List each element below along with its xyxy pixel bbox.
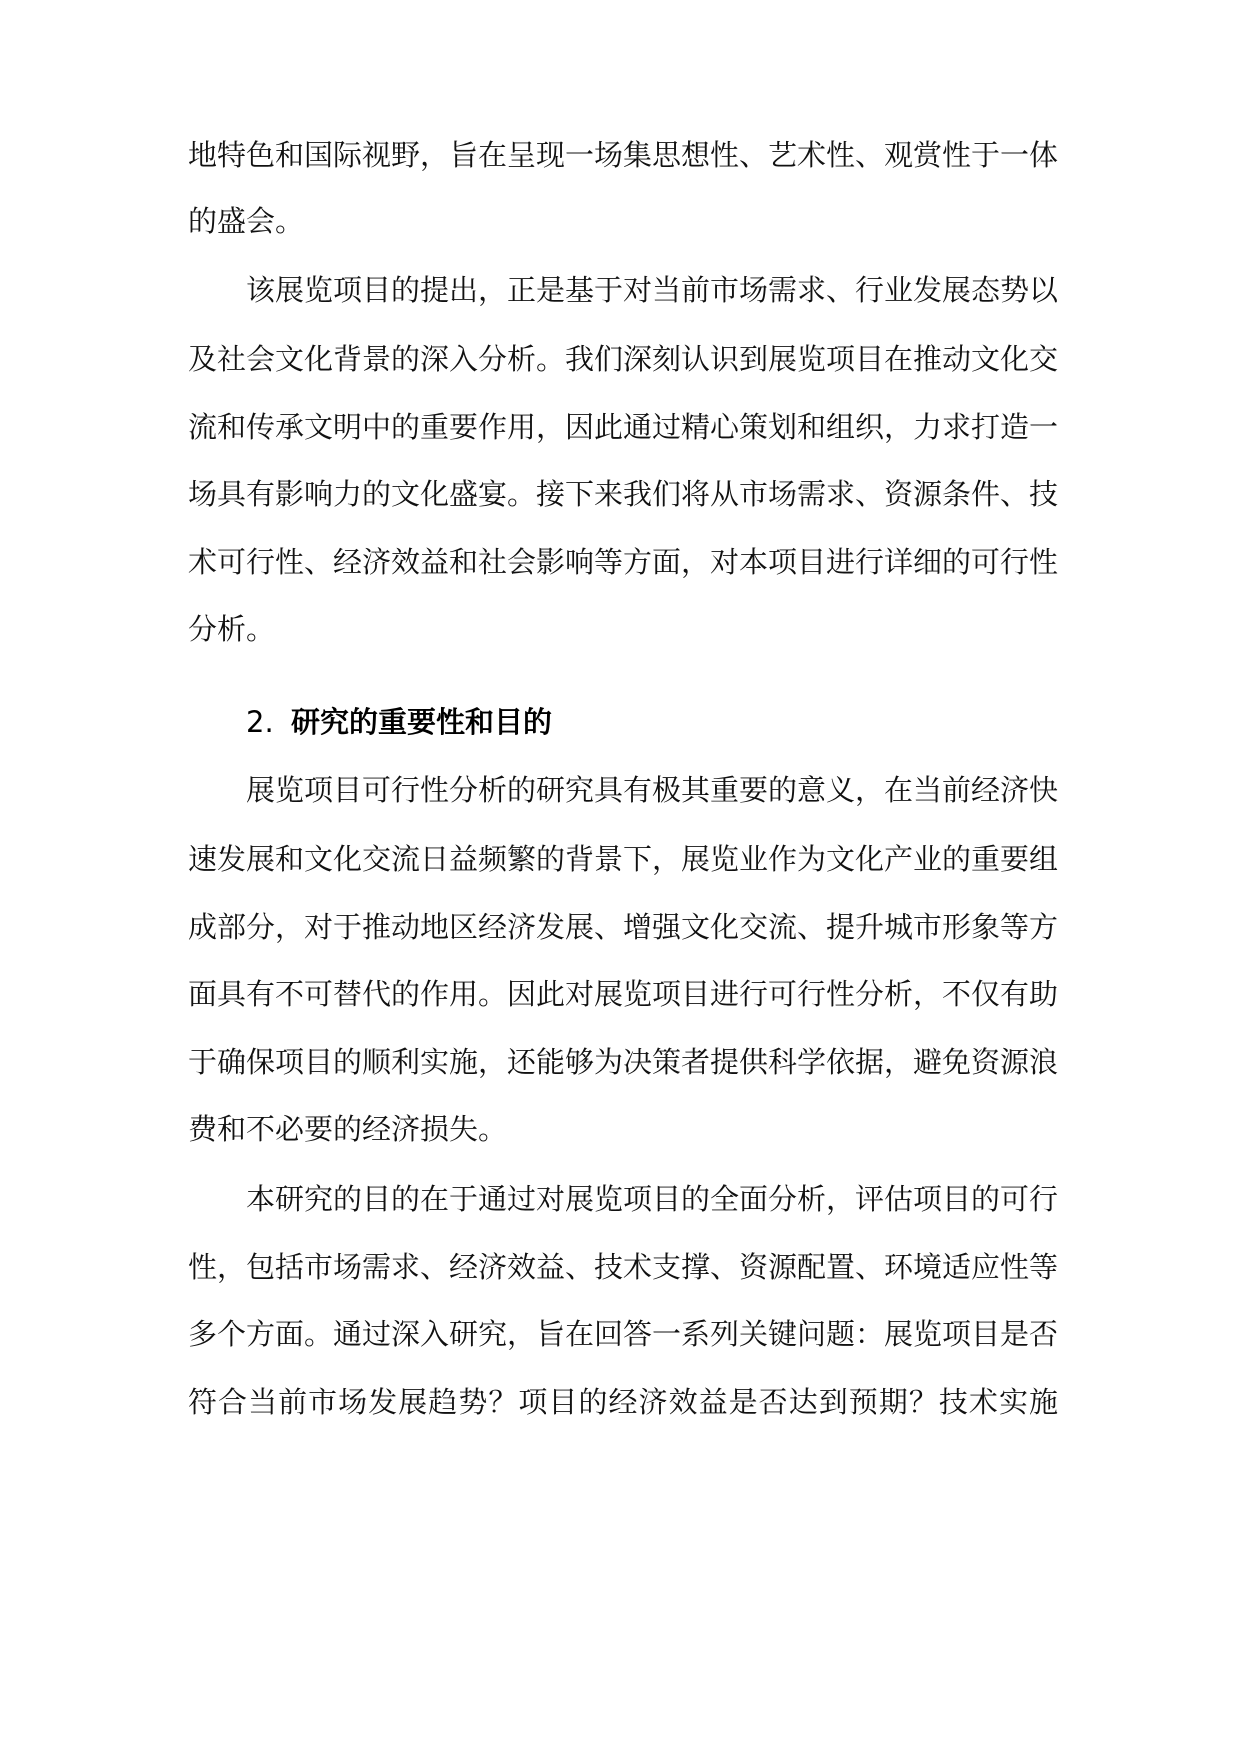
paragraph-4-line-3: 多个方面。通过深入研究，旨在回答一系列关键问题：展览项目是否 bbox=[188, 1317, 1059, 1351]
paragraph-3-line-6: 费和不必要的经济损失。 bbox=[188, 1112, 508, 1146]
paragraph-1-line-2: 的盛会。 bbox=[188, 204, 305, 238]
section-number: 2. bbox=[246, 705, 274, 739]
paragraph-3-line-5: 于确保项目的顺利实施，还能够为决策者提供科学依据，避免资源浪 bbox=[188, 1045, 1059, 1079]
paragraph-1-line-1: 地特色和国际视野，旨在呈现一场集思想性、艺术性、观赏性于一体 bbox=[188, 138, 1059, 172]
paragraph-4-line-4: 符合当前市场发展趋势？项目的经济效益是否达到预期？技术实施 bbox=[188, 1385, 1058, 1419]
paragraph-2-line-5: 术可行性、经济效益和社会影响等方面，对本项目进行详细的可行性 bbox=[188, 545, 1059, 579]
paragraph-3-line-4: 面具有不可替代的作用。因此对展览项目进行可行性分析，不仅有助 bbox=[188, 977, 1059, 1011]
paragraph-2-line-6: 分析。 bbox=[188, 612, 276, 646]
paragraph-3-line-1: 展览项目可行性分析的研究具有极其重要的意义，在当前经济快 bbox=[246, 773, 1059, 807]
paragraph-2-line-1: 该展览项目的提出，正是基于对当前市场需求、行业发展态势以 bbox=[246, 273, 1059, 307]
section-title: 研究的重要性和目的 bbox=[291, 705, 553, 739]
paragraph-2-line-3: 流和传承文明中的重要作用，因此通过精心策划和组织，力求打造一 bbox=[188, 410, 1059, 444]
paragraph-3-line-3: 成部分，对于推动地区经济发展、增强文化交流、提升城市形象等方 bbox=[188, 910, 1059, 944]
paragraph-4-line-2: 性，包括市场需求、经济效益、技术支撑、资源配置、环境适应性等 bbox=[188, 1250, 1059, 1284]
section-heading bbox=[246, 704, 552, 740]
paragraph-2-line-2: 及社会文化背景的深入分析。我们深刻认识到展览项目在推动文化交 bbox=[188, 342, 1059, 376]
paragraph-2-line-4: 场具有影响力的文化盛宴。接下来我们将从市场需求、资源条件、技 bbox=[188, 477, 1059, 511]
paragraph-3-line-2: 速发展和文化交流日益频繁的背景下，展览业作为文化产业的重要组 bbox=[188, 842, 1059, 876]
paragraph-4-line-1: 本研究的目的在于通过对展览项目的全面分析，评估项目的可行 bbox=[246, 1182, 1059, 1216]
